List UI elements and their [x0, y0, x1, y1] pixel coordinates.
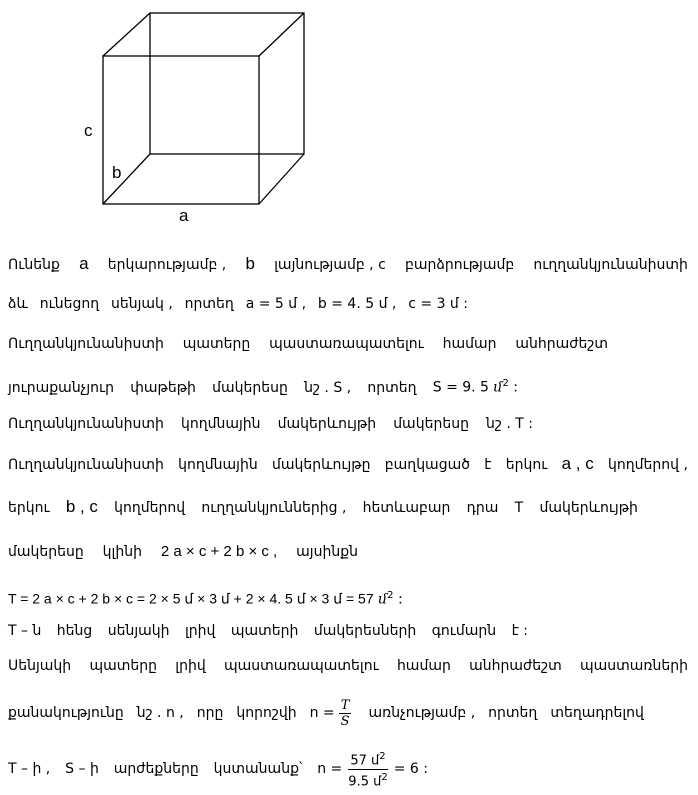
text-line-5: Ուղղանկյունանիստի կողմնային մակերևույթի մակերեսը նշ . T : [8, 416, 533, 432]
box-front-face [103, 56, 259, 204]
text-line-1: Ունենք a երկարությամբ , b լայնությամբ , c բարձրությամբ ուղղանկյունանիստի [8, 254, 688, 273]
text-line-3: Ուղղանկյունանիստի պատերը պաստառապատելու համար անհրաժեշտ [8, 336, 608, 352]
box-edge-top-right [259, 13, 304, 56]
text-line-13: T – ի , S – ի արժեքները կստանանք՝ n = $\frac{57 մ^2}{9.5 մ^2}$ = 6 : [8, 751, 428, 789]
box-edge-top-left [103, 13, 150, 56]
label-b: b [112, 163, 122, 182]
text-line-7: երկու b , c կողմերով ուղղանկյուններից , հետևաբար դրա T մակերևույթի [8, 497, 638, 516]
fraction-57-over-9-5: $\frac{57 մ^2}{9.5 մ^2}$ [348, 751, 388, 789]
rectangular-box-figure [0, 0, 330, 220]
text-line-4: յուրաքանչյուր փաթեթի մակերեսը նշ . S , որտեղ S = 9. 5 մ$^2$ : [8, 378, 518, 396]
text-line-6: Ուղղանկյունանիստի կողմնային մակերևույթը բաղկացած է երկու a , c կողմերով , [8, 454, 688, 473]
text-line-12: քանակությունը նշ . n , որը կորոշվի n = $\frac{T}{S}$ առնչությամբ , որտեղ տեղադրելով [8, 697, 644, 729]
label-a: a [179, 206, 189, 225]
fraction-t-over-s: $\frac{T}{S}$ [340, 697, 350, 729]
text-line-9: T = 2 a × c + 2 b × c = 2 × 5 մ × 3 մ + 2 × 4. 5 մ × 3 մ = 57 մ$^2$ : [8, 590, 403, 608]
text-line-11: Սենյակի պատերը լրիվ պաստառապատելու համար անհրաժեշտ պաստառների [8, 658, 688, 674]
label-c: c [84, 121, 93, 140]
box-edge-bottom-right [259, 154, 304, 204]
box-edge-bottom-left [103, 154, 150, 204]
text-line-8: մակերեսը կլինի 2 a × c + 2 b × c , այսինքն [8, 543, 358, 560]
text-line-10: T – ն հենց սենյակի լրիվ պատերի մակերեսների գումարն է : [8, 623, 528, 639]
box-back-face [150, 13, 304, 154]
text-line-2: ձև ունեցող սենյակ , որտեղ a = 5 մ , b = 4. 5 մ , c = 3 մ : [8, 296, 468, 312]
